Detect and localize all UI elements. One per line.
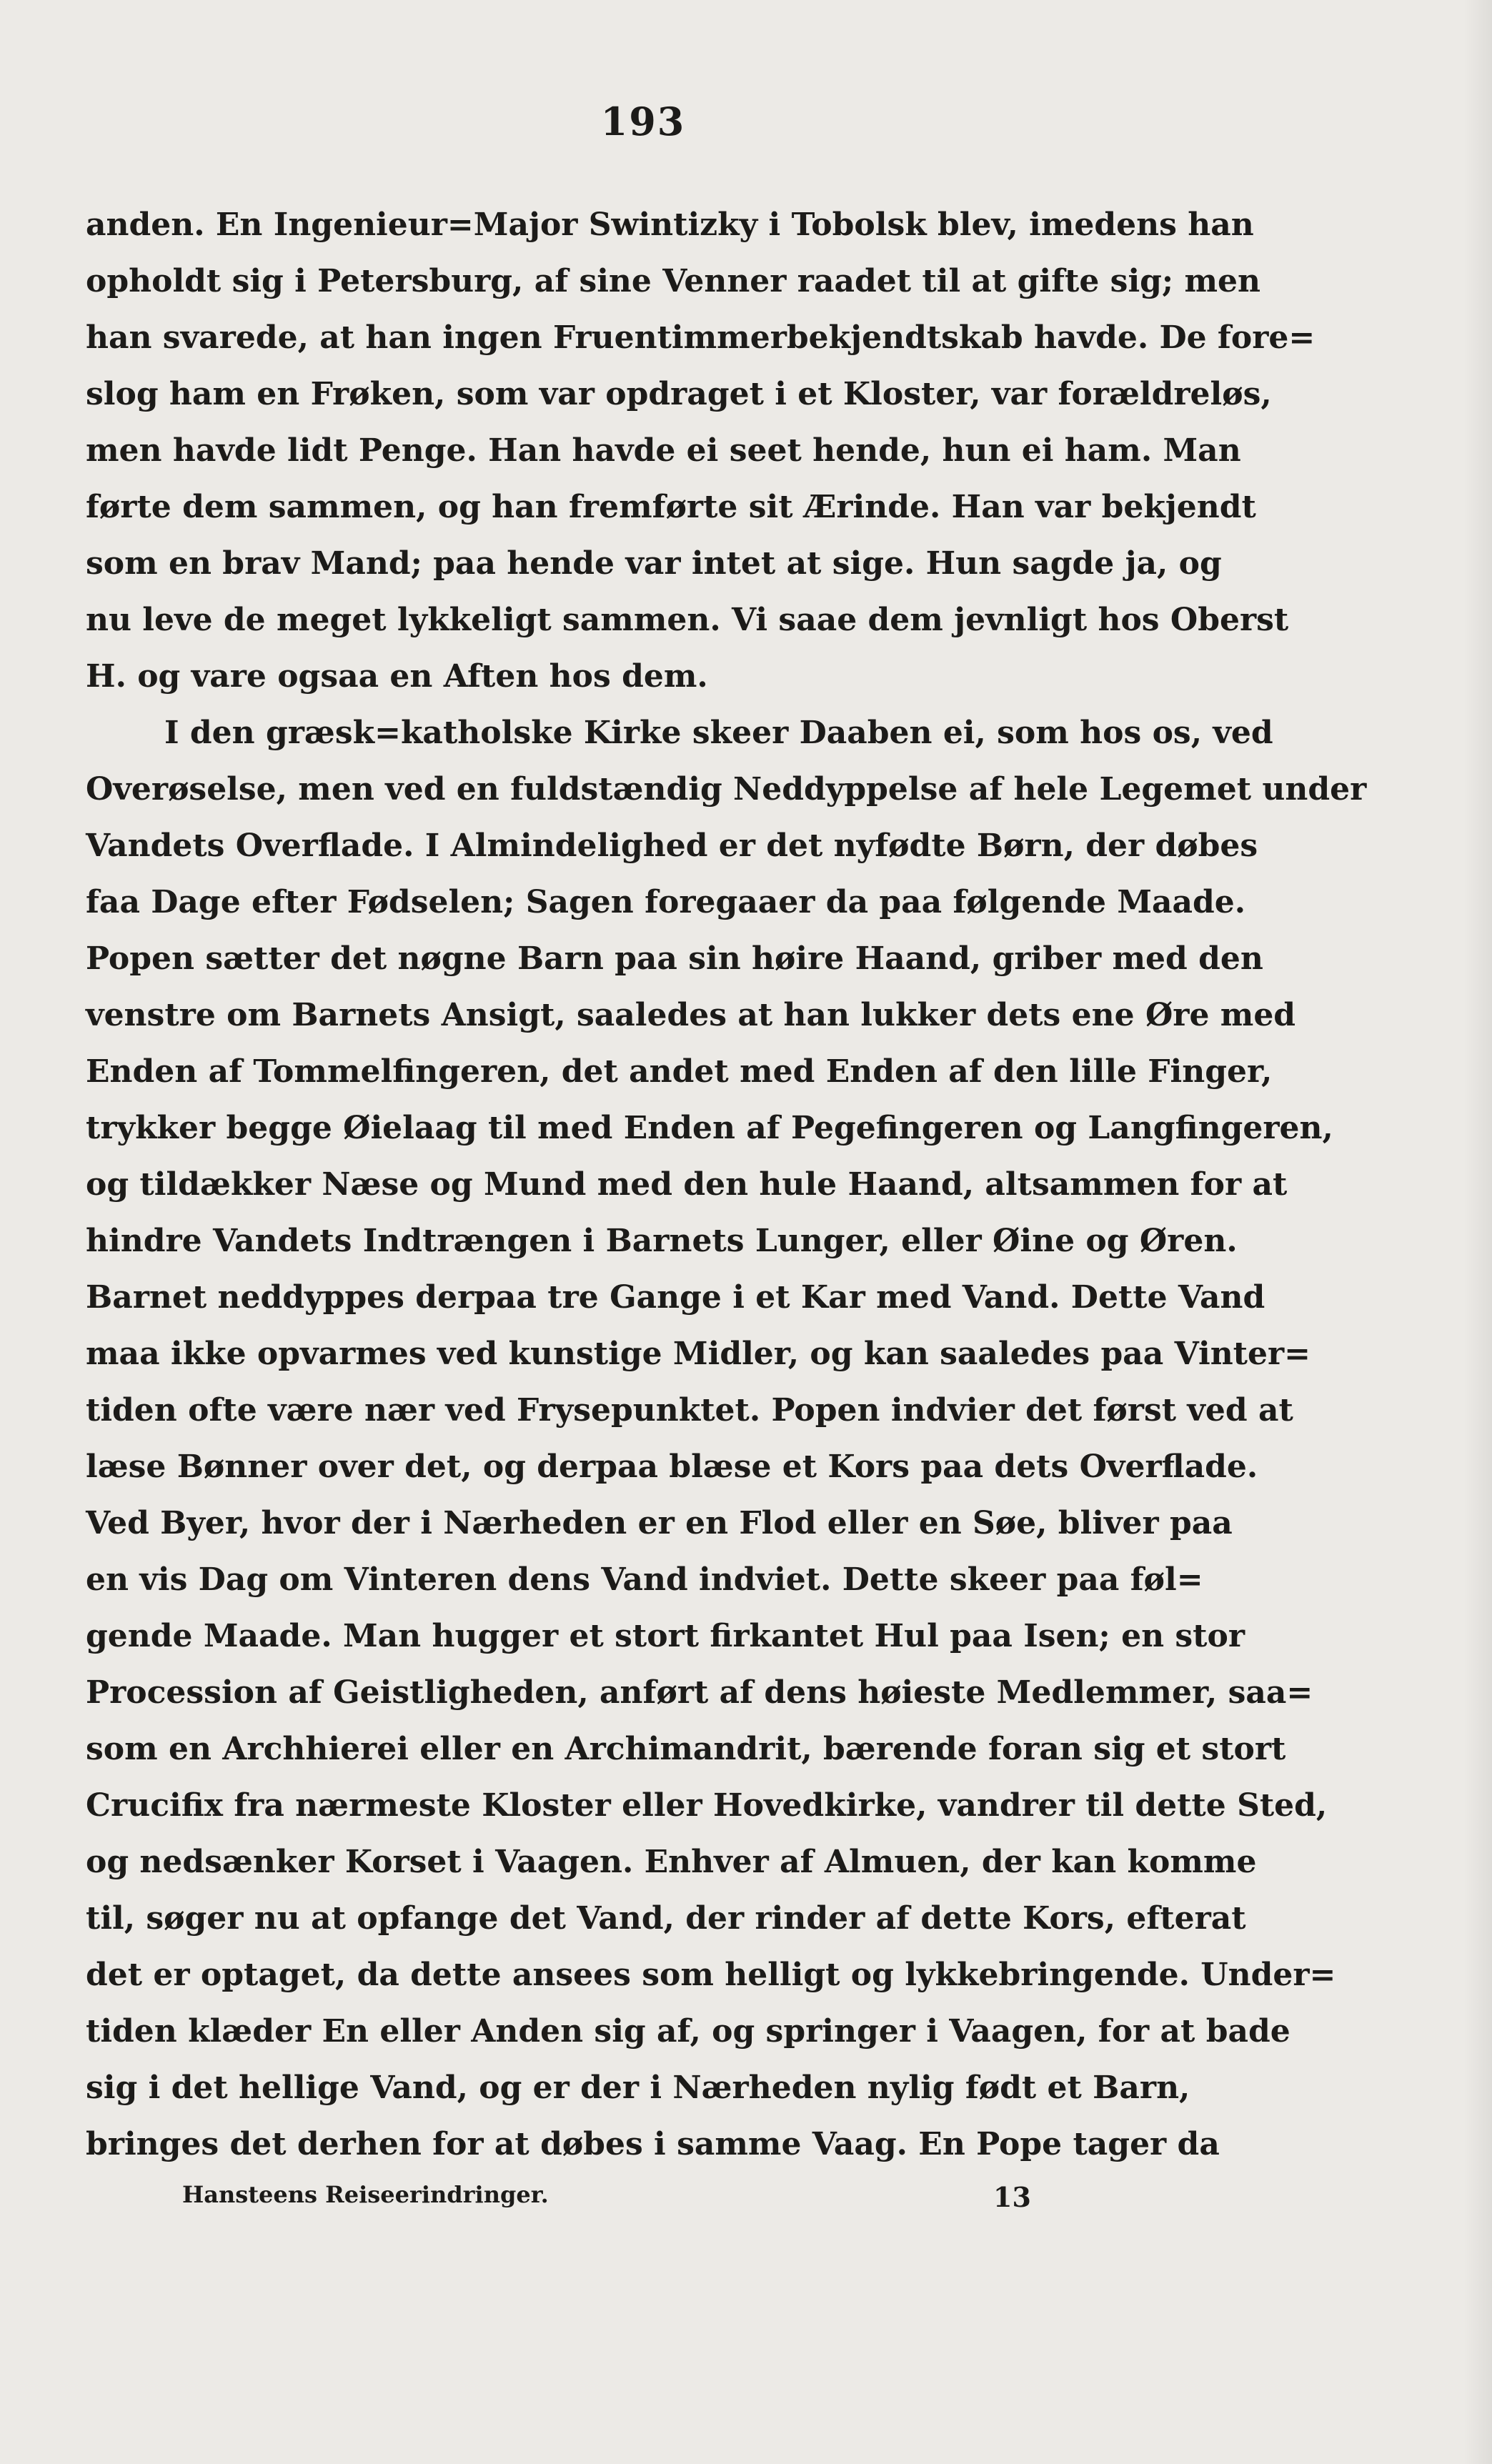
text-line: læse Bønner over det, og derpaa blæse et Kors paa dets Overflade. [86,1449,1258,1485]
text-line: Crucifix fra nærmeste Kloster eller Hovedkirke, vandrer til dette Sted, [86,1787,1328,1824]
text-line: men havde lidt Penge. Han havde ei seet hende, hun ei ham. Man [86,432,1241,469]
paragraph-container [86,197,1367,2172]
text-line: Vandets Overflade. I Almindelighed er det nyfødte Børn, der døbes [86,828,1258,864]
footer-signature: Hansteens Reiseerindringer. [182,2181,549,2208]
text-line: H. og vare ogsaa en Aften hos dem. [86,658,708,695]
text-line: I den græsk=katholske Kirke skeer Daaben ei, som hos os, ved [164,715,1273,751]
text-line: det er optaget, da dette ansees som helligt og lykkebringende. Under= [86,1957,1336,1993]
text-line: som en brav Mand; paa hende var intet at sige. Hun sagde ja, og [86,545,1222,582]
text-line: opholdt sig i Petersburg, af sine Venner raadet til at gifte sig; men [86,263,1261,299]
text-line: nu leve de meget lykkeligt sammen. Vi saae dem jevnligt hos Oberst [86,602,1289,638]
text-line: venstre om Barnets Ansigt, saaledes at han lukker dets ene Øre med [86,997,1296,1033]
text-line: Popen sætter det nøgne Barn paa sin høire Haand, griber med den [86,940,1263,977]
page-edge-shadow [1463,0,1492,2464]
text-line: Ved Byer, hvor der i Nærheden er en Flod eller en Søe, bliver paa [86,1505,1233,1541]
text-line: tiden klæder En eller Anden sig af, og springer i Vaagen, for at bade [86,2013,1290,2050]
text-line: maa ikke opvarmes ved kunstige Midler, og kan saaledes paa Vinter= [86,1336,1311,1372]
text-line: til, søger nu at opfange det Vand, der rinder af dette Kors, efterat [86,1900,1246,1937]
text-line: sig i det hellige Vand, og er der i Nærheden nylig født et Barn, [86,2070,1190,2106]
text-line: Barnet neddyppes derpaa tre Gange i et Kar med Vand. Dette Vand [86,1279,1265,1316]
footer-sheet-number: 13 [993,2181,1031,2213]
page-number: 193 [600,99,686,144]
text-line: hindre Vandets Indtrængen i Barnets Lunger, eller Øine og Øren. [86,1223,1238,1259]
text-line: og tildækker Næse og Mund med den hule Haand, altsammen for at [86,1166,1288,1203]
text-line: slog ham en Frøken, som var opdraget i et Kloster, var forældreløs, [86,376,1272,412]
page-footer [182,2181,1040,2224]
text-line: en vis Dag om Vinteren dens Vand indviet. Dette skeer paa føl= [86,1561,1203,1598]
text-line: og nedsænker Korset i Vaagen. Enhver af Almuen, der kan komme [86,1844,1257,1880]
text-line: Enden af Tommelfingeren, det andet med Enden af den lille Finger, [86,1053,1273,1090]
text-line: trykker begge Øielaag til med Enden af Pegefingeren og Langfingeren, [86,1110,1333,1146]
text-line: bringes det derhen for at døbes i samme Vaag. En Pope tager da [86,2126,1220,2162]
paragraph [86,705,1367,2172]
text-line: gende Maade. Man hugger et stort firkantet Hul paa Isen; en stor [86,1618,1245,1654]
body-text [86,197,1367,2172]
text-line: Procession af Geistligheden, anført af dens høieste Medlemmer, saa= [86,1674,1313,1711]
text-line: førte dem sammen, og han fremførte sit Ærinde. Han var bekjendt [86,489,1256,525]
text-line: anden. En Ingenieur=Major Swintizky i Tobolsk blev, imedens han [86,207,1254,243]
text-line: faa Dage efter Fødselen; Sagen foregaaer da paa følgende Maade. [86,884,1246,920]
text-line: som en Archhierei eller en Archimandrit, bærende foran sig et stort [86,1731,1286,1767]
text-line: han svarede, at han ingen Fruentimmerbekjendtskab havde. De fore= [86,319,1316,356]
text-line: Overøselse, men ved en fuldstændig Neddyppelse af hele Legemet under [86,771,1367,808]
text-line: tiden ofte være nær ved Frysepunktet. Popen indvier det først ved at [86,1392,1293,1429]
paragraph [86,197,1316,705]
